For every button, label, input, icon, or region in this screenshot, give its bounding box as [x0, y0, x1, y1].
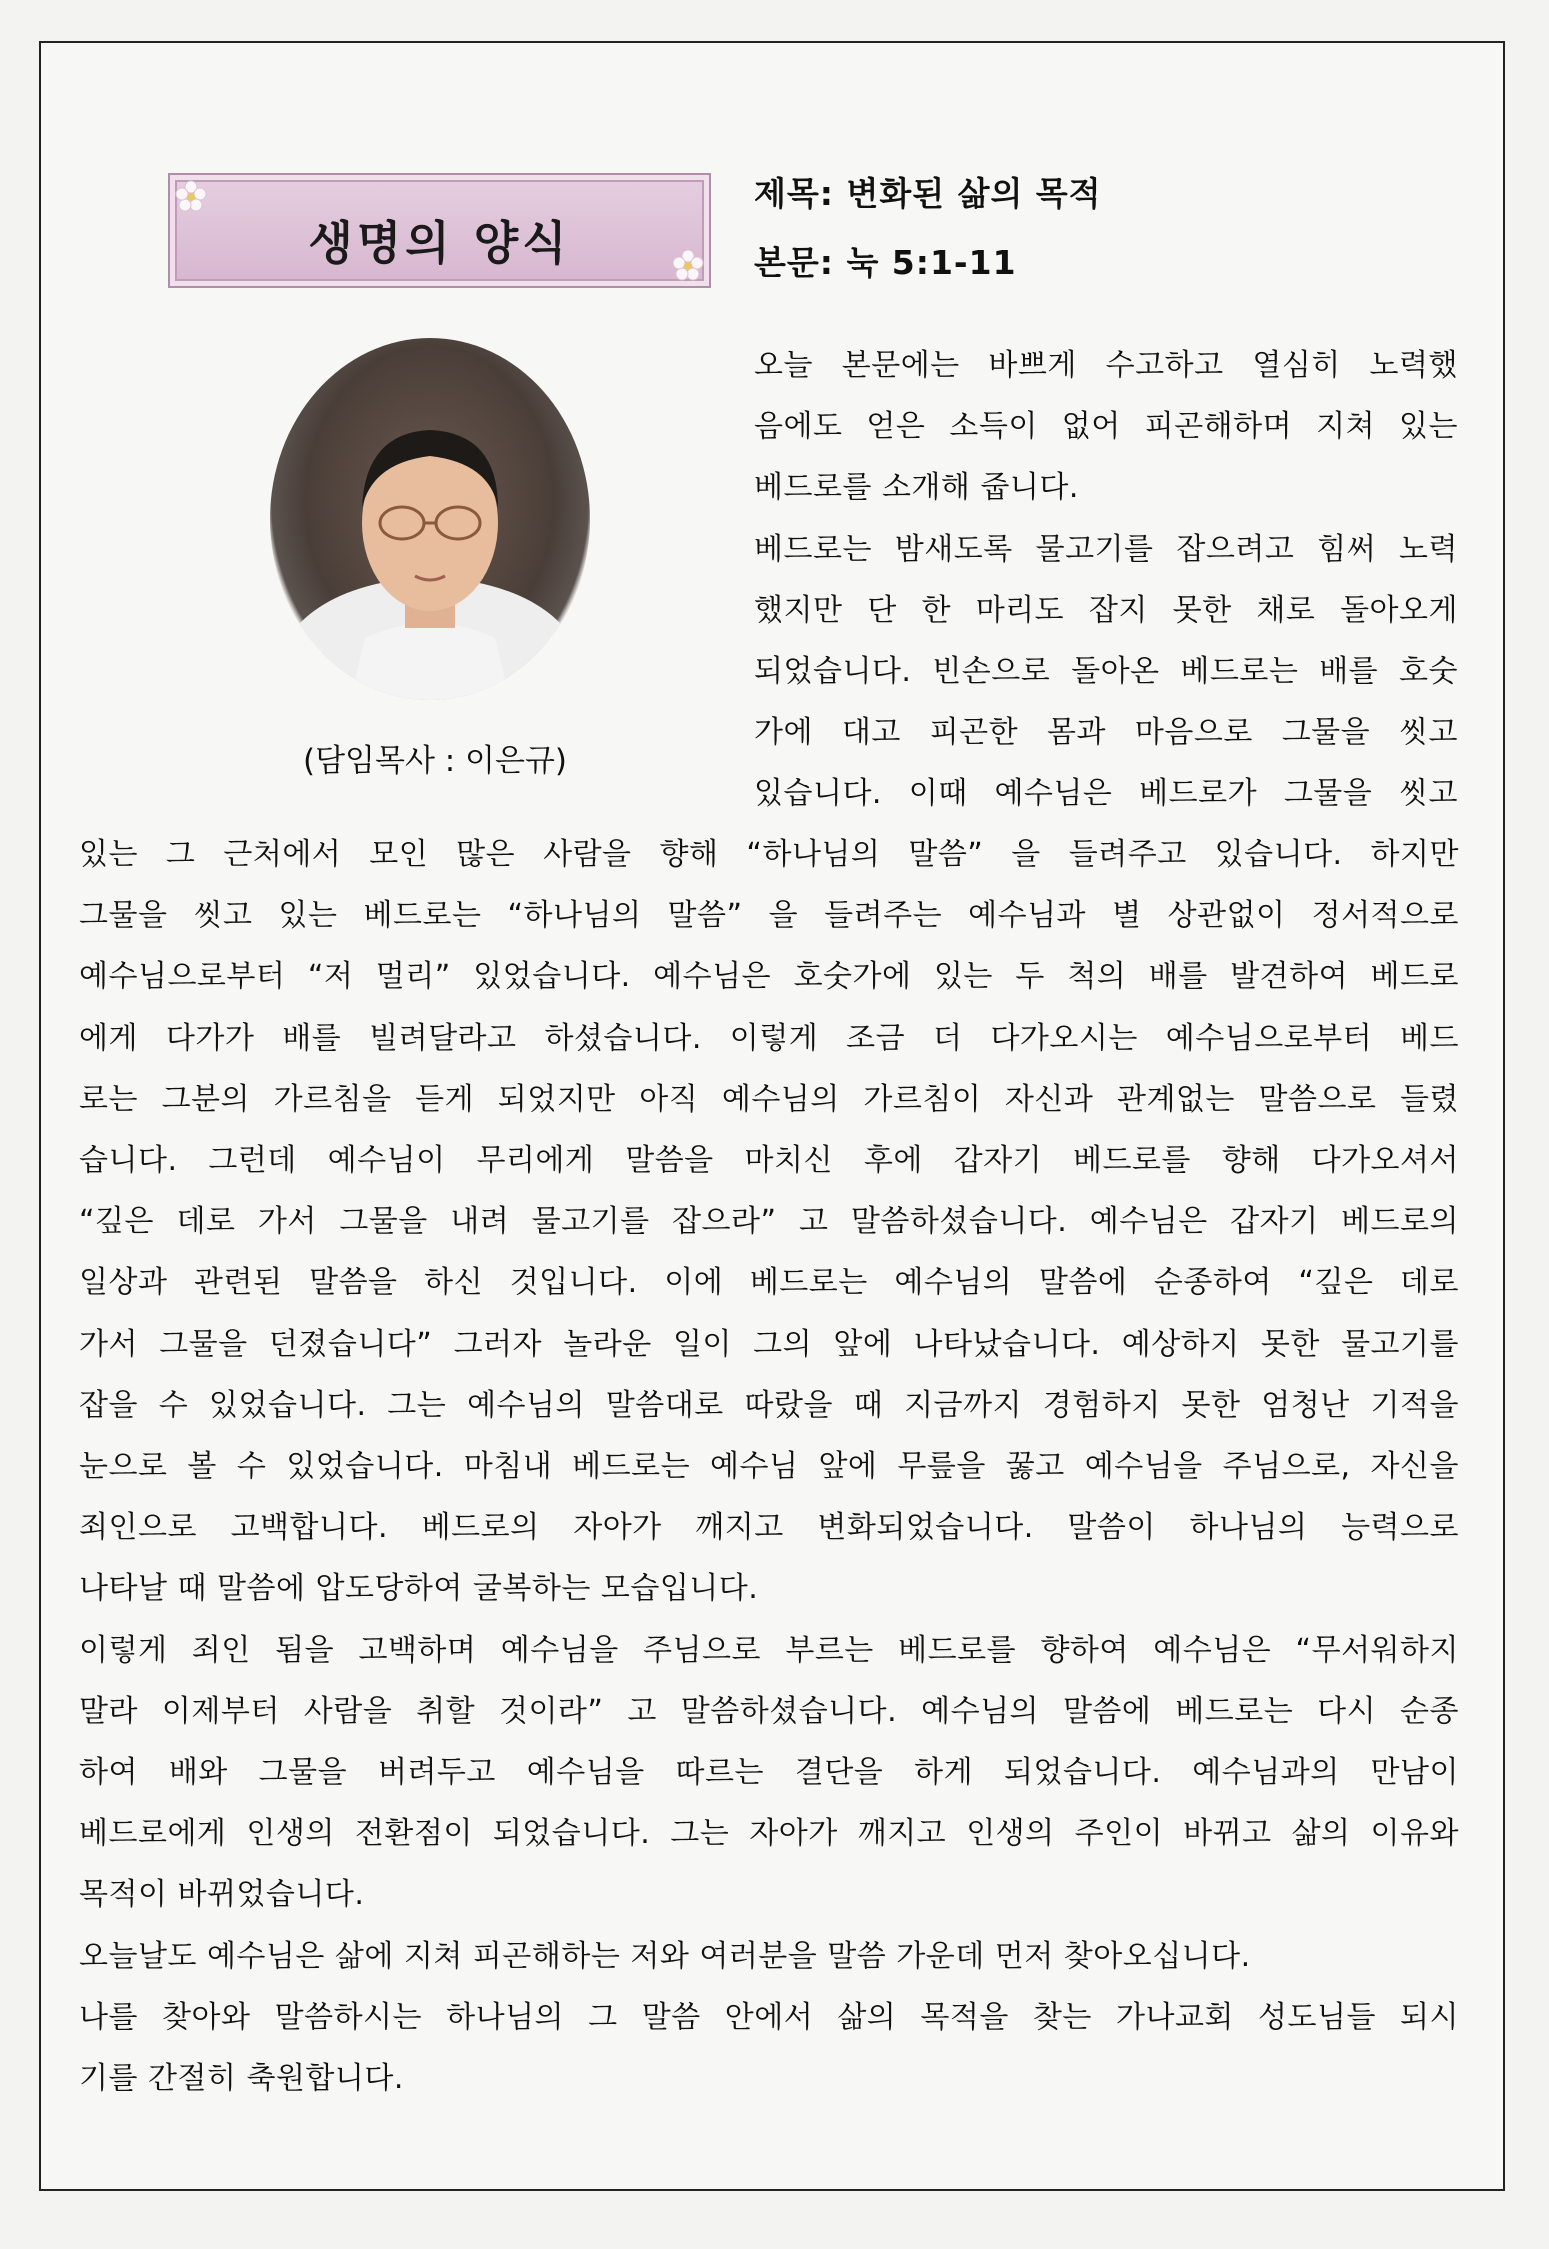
sermon-title: 제목: 변화된 삶의 목적 — [754, 174, 1102, 213]
text-line: 베드로를 소개해 줍니다. — [754, 470, 1079, 506]
text-line: 기를 간절히 축원합니다. — [79, 2061, 404, 2097]
pastor-portrait-image — [270, 338, 590, 700]
text-line: 그물을 씻고 있는 베드로는 “하나님의 말씀” 을 들려주는 예수님과 별 상관없이 정서적으로 — [79, 898, 1459, 934]
text-line: 가에 대고 피곤한 몸과 마음으로 그물을 씻고 — [754, 715, 1458, 751]
text-line: 일상과 관련된 말씀을 하신 것입니다. 이에 베드로는 예수님의 말씀에 순종하여 “깊은 데로 — [79, 1265, 1459, 1301]
page-title: 생명의 양식 — [308, 216, 571, 270]
pastor-caption: (담임목사 : 이은규) — [303, 743, 567, 779]
text-line: 습니다. 그런데 예수님이 무리에게 말씀을 마치신 후에 갑자기 베드로를 향해 다가오셔서 — [79, 1143, 1459, 1179]
title-banner — [168, 173, 711, 288]
text-line: 가서 그물을 던졌습니다” 그러자 놀라운 일이 그의 앞에 나타났습니다. 예상하지 못한 물고기를 — [79, 1326, 1459, 1362]
pastor-photo — [270, 338, 590, 700]
text-line: 있는 그 근처에서 모인 많은 사람을 향해 “하나님의 말씀” 을 들려주고 있습니다. 하지만 — [79, 837, 1459, 872]
text-line: 했지만 단 한 마리도 잡지 못한 채로 돌아오게 — [754, 592, 1458, 628]
text-line: 오늘 본문에는 바쁘게 수고하고 열심히 노력했 — [754, 348, 1458, 383]
flower-icon — [671, 248, 705, 282]
text-line: 나를 찾아와 말씀하시는 하나님의 그 말씀 안에서 삶의 목적을 찾는 가나교회 성도님들 되시 — [79, 1999, 1459, 2035]
text-line: 에게 다가가 배를 빌려달라고 하셨습니다. 이렇게 조금 더 다가오시는 예수님으로부터 베드 — [79, 1020, 1459, 1056]
text-line: 눈으로 볼 수 있었습니다. 마침내 베드로는 예수님 앞에 무릎을 꿇고 예수님을 주님으로, 자신을 — [79, 1449, 1459, 1485]
text-line: 오늘날도 예수님은 삶에 지쳐 피곤해하는 저와 여러분을 말씀 가운데 먼저 찾아오십니다. — [79, 1938, 1251, 1974]
text-line: 베드로에게 인생의 전환점이 되었습니다. 그는 자아가 깨지고 인생의 주인이 바뀌고 삶의 이유와 — [79, 1816, 1459, 1852]
text-line: 나타날 때 말씀에 압도당하여 굴복하는 모습입니다. — [79, 1571, 759, 1607]
text-line: 예수님으로부터 “저 멀리” 있었습니다. 예수님은 호숫가에 있는 두 척의 배를 발견하여 베드로 — [79, 959, 1459, 995]
body-text — [79, 824, 1459, 2109]
text-line: 잡을 수 있었습니다. 그는 예수님의 말씀대로 따랐을 때 지금까지 경험하지 못한 엄청난 기적을 — [79, 1387, 1459, 1423]
text-line: 목적이 바뀌었습니다. — [79, 1877, 365, 1913]
text-line: 있습니다. 이때 예수님은 베드로가 그물을 씻고 — [754, 776, 1458, 812]
text-line: “깊은 데로 가서 그물을 내려 물고기를 잡으라” 고 말씀하셨습니다. 예수님은 갑자기 베드로의 — [79, 1204, 1459, 1240]
text-line: 죄인으로 고백합니다. 베드로의 자아가 깨지고 변화되었습니다. 말씀이 하나님의 능력으로 — [79, 1510, 1459, 1546]
scripture-reference: 본문: 눅 5:1-11 — [754, 243, 1017, 282]
text-line: 하여 배와 그물을 버려두고 예수님을 따르는 결단을 하게 되었습니다. 예수님과의 만남이 — [79, 1755, 1459, 1791]
text-line: 베드로는 밤새도록 물고기를 잡으려고 힘써 노력 — [754, 531, 1458, 567]
text-line: 말라 이제부터 사람을 취할 것이라” 고 말씀하셨습니다. 예수님의 말씀에 베드로는 다시 순종 — [79, 1693, 1460, 1729]
right-column-text — [754, 335, 1458, 825]
text-line: 음에도 얻은 소득이 없어 피곤해하며 지쳐 있는 — [754, 409, 1458, 445]
text-line: 되었습니다. 빈손으로 돌아온 베드로는 배를 호숫 — [754, 654, 1458, 690]
text-line: 로는 그분의 가르침을 듣게 되었지만 아직 예수님의 가르침이 자신과 관계없는 말씀으로 들렸 — [79, 1081, 1459, 1117]
text-line: 이렇게 죄인 됨을 고백하며 예수님을 주님으로 부르는 베드로를 향하여 예수님은 “무서워하지 — [79, 1632, 1459, 1668]
